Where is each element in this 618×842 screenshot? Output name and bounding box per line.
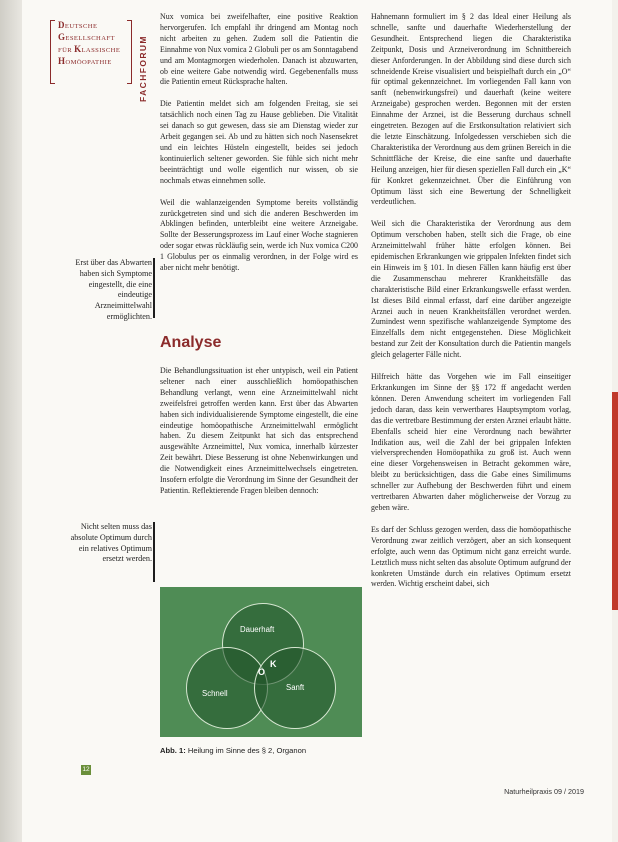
text-column-1-continued (160, 366, 358, 508)
paragraph: Die Behandlungssituation ist eher untypisch, weil ein Patient seltener nach einer ausschließlich homöopathischen Behandlung verlangt, wenn eine Arzneimittelwahl nicht zweifelsfrei getroffen werden kann. Erst über das Abwarten haben sich individualisierende Symptome eingestellt, die eine eindeutige homöopathische Arzneimittelwahl ermöglicht haben. Zu diesem Zeitpunkt hat sich das entsprechend ausgewählte Arzneimittel, Nux vomica, innerhalb kürzester Zeit bewährt. Diese Besserung ist ohne Nebenwirkungen und die Notwendigkeit eines Arzneimittelwechsels eingetreten. Insofern erfolgte die Verordnung im Sinne der Gesundheit der Patientin. Reflektierende Fragen bleiben dennoch: (160, 366, 358, 495)
text-column-1 (160, 12, 358, 285)
page-binding (0, 0, 22, 842)
logo-line-3: FÜR KLASSISCHE (58, 44, 121, 54)
venn-label-top: Dauerhaft (240, 625, 275, 634)
paragraph: Es darf der Schluss gezogen werden, dass die homöopathische Verordnung zwar zeitlich verzögert, aber an sich konsequent erfolgte, auch wenn das Optimum nicht ganz erreicht wurde. Letztlich muss nicht selten das absolute Optimum aufgrund der konkreten Umstände durch ein relatives Optimum ersetzt werden. Wichtig erscheint dabei, sich (371, 524, 571, 589)
section-heading: Analyse (160, 334, 222, 351)
venn-label-left: Schnell (202, 689, 228, 698)
paragraph: Weil die wahlanzeigenden Symptome bereits vollständig zurückgetreten sind und sich die anderen Beschwerden im Abklingen befinden, unterbleibt eine weitere Arzneigabe. Sollte der Besserungsprozess im Lauf einer Woche stagnieren oder sogar etwas rückläufig sein, werde ich Nux vomica C200 1 Globulus per os einmalig verordnen, in der Folge wird es aber nicht mehr benötigt. (160, 197, 358, 273)
paragraph: Hahnemann formuliert im § 2 das Ideal einer Heilung als schnelle, sanfte und dauerhafte Wiederherstellung der Gesundheit. Entsprechend liegen die Charakteristika Zeitpunkt, Dosis und Arzneiverordnung im Schnittbereich dieser Anforderungen. In der Abbildung sind diese durch sich schneidende Kreise visualisiert und beispielhaft durch ein „O“ für optimal gekennzeichnet. Im vorliegenden Fall kann von sanft (nebenwirkungsfrei) und dauerhaft (keine weitere Arzneigabe) gesprochen werden. Begonnen mit der ersten Einnahme der Arznei, ist die Besserung durchaus schnell eingetreten. Bezogen auf die Erstkonsultation relativiert sich die letzte Einschätzung. Infolgedessen verschieben sich die Charakteristika der Verordnung aus dem grünen Bereich in die Schnittfläche der Kreise, die eine sanfte und dauerhafte Heilung anzeigen, hier für diesen speziellen Fall durch ein „K“ für Konkret gekennzeichnet. Über die Einführung von Optimum lässt sich eine Bewertung der Schnelligkeit verdeutlichen. (371, 12, 571, 207)
venn-figure (160, 587, 362, 737)
logo-line-4: HOMÖOPATHIE (58, 56, 112, 66)
logo-bracket-left (50, 20, 55, 84)
logo-line-1: DEUTSCHE (58, 20, 98, 30)
side-note: Nicht selten muss das absolute Optimum durch ein relatives Optimum ersetzt werden. (70, 522, 152, 564)
page-number: 12 (82, 766, 90, 773)
logo-bracket-right (127, 20, 132, 84)
section-label: FACHFORUM (138, 35, 148, 102)
paragraph: Weil sich die Charakteristika der Verordnung aus dem Optimum verschoben haben, stellt sich die Frage, ob eine Arzneimittelwahl früher hätte erfolgen können. Bei epidemischen Erkrankungen wie grippalen Infekten findet sich ein Hinweis im § 101. In diesen Fällen kann häufig erst über die Zusammenschau mehrerer Krankheitsfälle das charakteristische Bild einer Erkrankungswelle erfasst werden. Ist dieses Bild einmal erfasst, darf eine darüber angezeigte Arznei auch in neuen Krankheitsfällen verordnet werden. Zumindest wenn spezifische wahlanzeigende Symptome des Einzelfalls dem nicht entgegenstehen. Diese Möglichkeit bestand zur Zeit der Konsultation durch die Patientin mangels gleich gelagerter Fälle nicht. (371, 219, 571, 360)
text-column-2 (371, 12, 571, 601)
margin-rule (153, 258, 155, 318)
page-footer: Naturheilpraxis 09 / 2019 (504, 787, 584, 796)
venn-label-right: Sanft (286, 683, 305, 692)
margin-rule (153, 522, 155, 582)
page-edge-marker (612, 392, 618, 610)
paragraph: Nux vomica bei zweifelhafter, eine positive Reaktion hervorgerufen. Ich empfahl ihr dringend am Montag noch nicht arbeiten zu gehen. Zudem soll die Patientin die Einnahme von Nux vomica 2 Globuli per os am Sonntagabend und am Montagmorgen wiederholen. Danach ist abzuwarten, ob eine weitere Gabe notwendig wird. Gegebenenfalls muss die Patientin erneut Rücksprache halten. (160, 12, 358, 87)
side-note: Erst über das Abwarten haben sich Symptome eingestellt, die eine eindeutige Arzneimittelwahl ermöglichten. (75, 258, 152, 321)
logo-line-2: GESELLSCHAFT (58, 32, 115, 42)
paragraph: Hilfreich hätte das Vorgehen wie im Fall einseitiger Erkrankungen im Sinne der §§ 172 ff angedacht werden können. Deren Anwendung scheitert im vorliegenden Fall jedoch daran, dass kein verwertbares Hauptsymptom vorlag, das die vertretbare Bestimmung der ersten Arznei erlaubt hätte. Ebenfalls scheid hier eine Verordnung nach bewährter Indikation aus, weil die Zahl der bei grippalen Infekten vielversprechenden Homöopathika zu groß ist. Auch wenn eine dieser Vorgehensweisen in Betracht gekommen wäre, bleibt zu berücksichtigen, dass die Gabe eines Similimums schneller zur Aufhebung der Beschwerden führt und einem vertretbaren Abwarten daher möglicherweise der Vorzug zu geben wäre. (371, 372, 571, 512)
venn-label-o: O (258, 667, 266, 677)
figure-caption: Abb. 1: Heilung im Sinne des § 2, Organon (160, 746, 307, 755)
paragraph: Die Patientin meldet sich am folgenden Freitag, sie sei tatsächlich noch einen Tag zu Hause geblieben. Die Vitalität sei danach so gut gewesen, dass sie am Dienstag wieder zur Arbeit gegangen sei. Ab und zu hätten sich noch Nasensekret und ein leichtes Hüsteln eingestellt, beides sei jedoch kontinuierlich seltener geworden. Sie fühle sich nicht mehr beeinträchtigt und wolle eigentlich nur wissen, ob sie nochmals etwas einnehmen solle. (160, 99, 358, 185)
society-logo (50, 20, 132, 68)
venn-label-k: K (270, 659, 277, 669)
